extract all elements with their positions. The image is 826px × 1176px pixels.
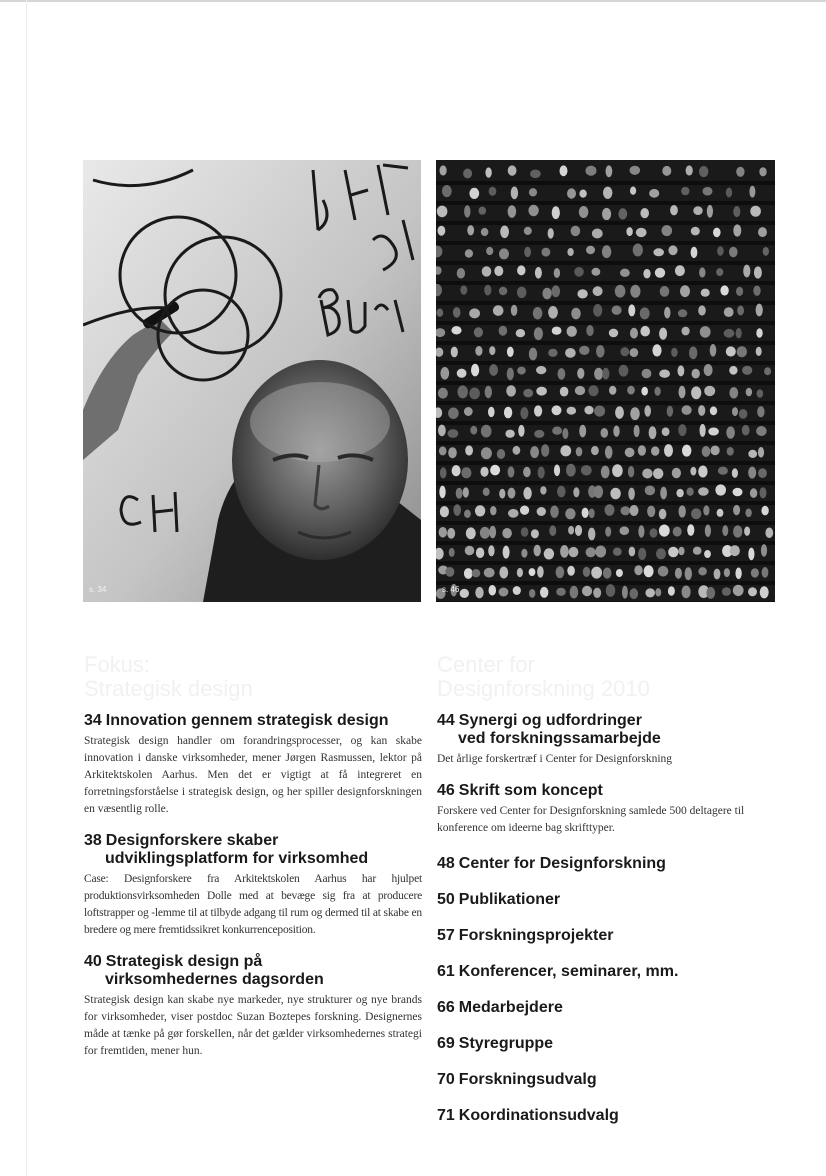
toc-list-item[interactable] (437, 999, 777, 1035)
toc-list-title: Publikationer (458, 891, 561, 908)
toc-list-item[interactable] (437, 855, 777, 891)
toc-title-line: ved forskningssamarbejde (458, 730, 661, 747)
toc-page-number: 69 (437, 1035, 455, 1052)
toc-title-line: Innovation gennem strategisk design (105, 712, 389, 729)
toc-entry[interactable] (84, 953, 422, 1060)
toc-list-title: Medarbejdere (458, 999, 563, 1016)
toc-list-title: Koordinationsudvalg (458, 1107, 619, 1124)
toc-list-title: Forskningsprojekter (458, 927, 614, 944)
toc-entry-title (84, 832, 422, 868)
toc-page-number: 70 (437, 1071, 455, 1088)
toc-entry-summary: Strategisk design handler om forandringsprocesser, og kan skabe innovation i danske virksomheder, mener Jørgen Rasmussen, lektor på Arkitektskolen Aarhus. Men det er vigtigt at få integreret en forretningsforståelse i strategisk design, og her spiller designforskningen en væsentlig rolle. (84, 735, 422, 815)
section-heading-center (437, 653, 767, 701)
page-top-edge (0, 0, 826, 2)
toc-page-number: 44 (437, 712, 455, 729)
toc-title-line: udviklingsplatform for virksomhed (105, 850, 369, 867)
toc-title-line: virksomhedernes dagsorden (105, 971, 324, 988)
toc-entry-summary: Strategisk design kan skabe nye markeder, nye strukturer og nye brands for virksomheder, viser postdoc Suzan Boztepes forskning. Designernes måde at tænke på gør forskellen, når det gælder virksomhedernes strategi for fremtiden, mener hun. (84, 994, 422, 1057)
toc-short-list (437, 855, 777, 1143)
toc-list-title: Styregruppe (458, 1035, 554, 1052)
toc-list-title: Konferencer, seminarer, mm. (458, 963, 679, 980)
toc-entry-title (84, 953, 422, 989)
toc-list-title: Forskningsudvalg (458, 1071, 597, 1088)
toc-list-item[interactable] (437, 927, 777, 963)
toc-right-column (437, 712, 777, 851)
toc-left-column (84, 712, 422, 1074)
toc-entry-summary: Det årlige forskertræf i Center for Designforskning (437, 753, 673, 765)
section-heading-focus (84, 653, 414, 701)
toc-entry-summary: Forskere ved Center for Designforskning samlede 500 deltagere til konference om ideerne bag skrifttyper. (437, 805, 745, 834)
toc-list-item[interactable] (437, 891, 777, 927)
toc-page-number: 57 (437, 927, 455, 944)
toc-page-number: 34 (84, 712, 102, 729)
toc-title-line: Designforskere skaber (105, 832, 279, 849)
toc-page-number: 71 (437, 1107, 455, 1124)
toc-list-item[interactable] (437, 963, 777, 999)
toc-entry[interactable] (84, 832, 422, 939)
photo-caption: s. 46 (442, 585, 460, 594)
photo-conference-audience (436, 160, 775, 602)
toc-entry[interactable] (84, 712, 422, 818)
toc-page-number: 48 (437, 855, 455, 872)
toc-list-item[interactable] (437, 1107, 777, 1143)
binding-edge (26, 0, 27, 1176)
toc-entry-summary: Case: Designforskere fra Arkitektskolen Aarhus har hjulpet produktionsvirksomheden Dolle med at bevæge sig fra at producere loftstrapper og -lemme til at tilbyde adgang til rum og dermed til at skabe en bredere og mere fremtidssikret konkurrenceposition. (84, 873, 422, 936)
section-heading-line: Fokus: (84, 652, 151, 677)
toc-entry-title (437, 712, 777, 748)
photo-caption: s. 34 (89, 585, 107, 594)
toc-page-number: 46 (437, 782, 455, 799)
toc-entry[interactable] (437, 712, 777, 768)
toc-list-title: Center for Designforskning (458, 855, 666, 872)
toc-entry-title (437, 782, 777, 800)
section-heading-line: Strategisk design (84, 676, 253, 701)
section-heading-line: Designforskning 2010 (437, 676, 650, 701)
section-heading-line: Center for (437, 652, 535, 677)
photo-conference-audience-illustration (436, 160, 775, 602)
toc-list-item[interactable] (437, 1035, 777, 1071)
toc-entry-title (84, 712, 422, 730)
photo-strategic-design-illustration (83, 160, 421, 602)
toc-title-line: Strategisk design på (105, 953, 263, 970)
toc-title-line: Skrift som koncept (458, 782, 603, 799)
toc-page-number: 38 (84, 832, 102, 849)
toc-page-number: 61 (437, 963, 455, 980)
toc-page-number: 50 (437, 891, 455, 908)
toc-page-number: 40 (84, 953, 102, 970)
toc-page-number: 66 (437, 999, 455, 1016)
photo-strategic-design (83, 160, 421, 602)
toc-list-item[interactable] (437, 1071, 777, 1107)
toc-entry[interactable] (437, 782, 777, 837)
toc-title-line: Synergi og udfordringer (458, 712, 642, 729)
